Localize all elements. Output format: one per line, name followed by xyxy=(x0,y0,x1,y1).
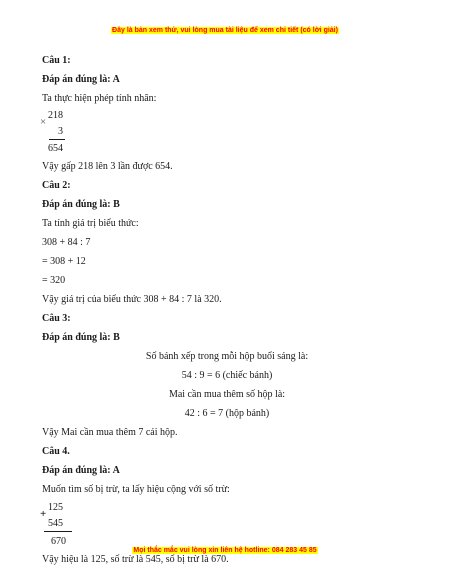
preview-notice-text: Đây là bản xem thử, vui lòng mua tài liệu để xem chi tiết (có lời giải) xyxy=(112,27,338,34)
q3-conclusion: Vậy Mai cần mua thêm 7 cái hộp. xyxy=(42,427,178,438)
q2-step: 308 + 84 : 7 xyxy=(42,237,91,248)
q1-operand1: 218 xyxy=(48,110,63,121)
q4-answer: Đáp án đúng là: A xyxy=(42,465,120,476)
q3-solution-line: 42 : 6 = 7 (hộp bánh) xyxy=(184,408,270,419)
q1-intro: Ta thực hiện phép tính nhân: xyxy=(42,93,157,104)
q3-title: Câu 3: xyxy=(42,313,71,324)
q1-answer: Đáp án đúng là: A xyxy=(42,74,120,85)
hotline-notice-banner xyxy=(0,545,450,557)
q1-result: 654 xyxy=(48,143,63,154)
q1-conclusion: Vậy gấp 218 lên 3 lần được 654. xyxy=(42,161,173,172)
q2-step: = 320 xyxy=(42,275,66,286)
q4-result: 670 xyxy=(51,536,66,547)
q4-operand2: 545 xyxy=(48,518,63,529)
q1-calc-line xyxy=(49,139,65,140)
multiply-sign-icon: × xyxy=(40,116,47,128)
q4-conclusion: Vậy hiệu là 125, số trừ là 545, số bị trừ là 670. xyxy=(42,554,229,565)
q1-operand2: 3 xyxy=(58,126,63,137)
plus-sign-icon: + xyxy=(40,508,47,520)
q2-conclusion: Vậy giá trị của biểu thức 308 + 84 : 7 là 320. xyxy=(42,294,222,305)
q3-solution-line: Mai cần mua thêm số hộp là: xyxy=(168,389,286,400)
q2-step: = 308 + 12 xyxy=(42,256,86,267)
q3-answer: Đáp án đúng là: B xyxy=(42,332,120,343)
q3-solution-line: 54 : 9 = 6 (chiếc bánh) xyxy=(181,370,273,381)
q4-operand1: 125 xyxy=(48,502,63,513)
q1-title: Câu 1: xyxy=(42,55,71,66)
q3-solution-line: Số bánh xếp trong mỗi hộp buổi sáng là: xyxy=(145,351,309,362)
q2-intro: Ta tính giá trị biểu thức: xyxy=(42,218,139,229)
q2-title: Câu 2: xyxy=(42,180,71,191)
q4-intro: Muốn tìm số bị trừ, ta lấy hiệu cộng với số trừ: xyxy=(42,484,230,495)
q2-answer: Đáp án đúng là: B xyxy=(42,199,120,210)
hotline-notice-text: Mọi thắc mắc vui lòng xin liên hệ hotline: 084 283 45 85 xyxy=(133,547,317,554)
q4-title: Câu 4. xyxy=(42,446,70,457)
preview-notice-banner xyxy=(0,25,450,37)
q4-calc-line xyxy=(44,531,72,532)
